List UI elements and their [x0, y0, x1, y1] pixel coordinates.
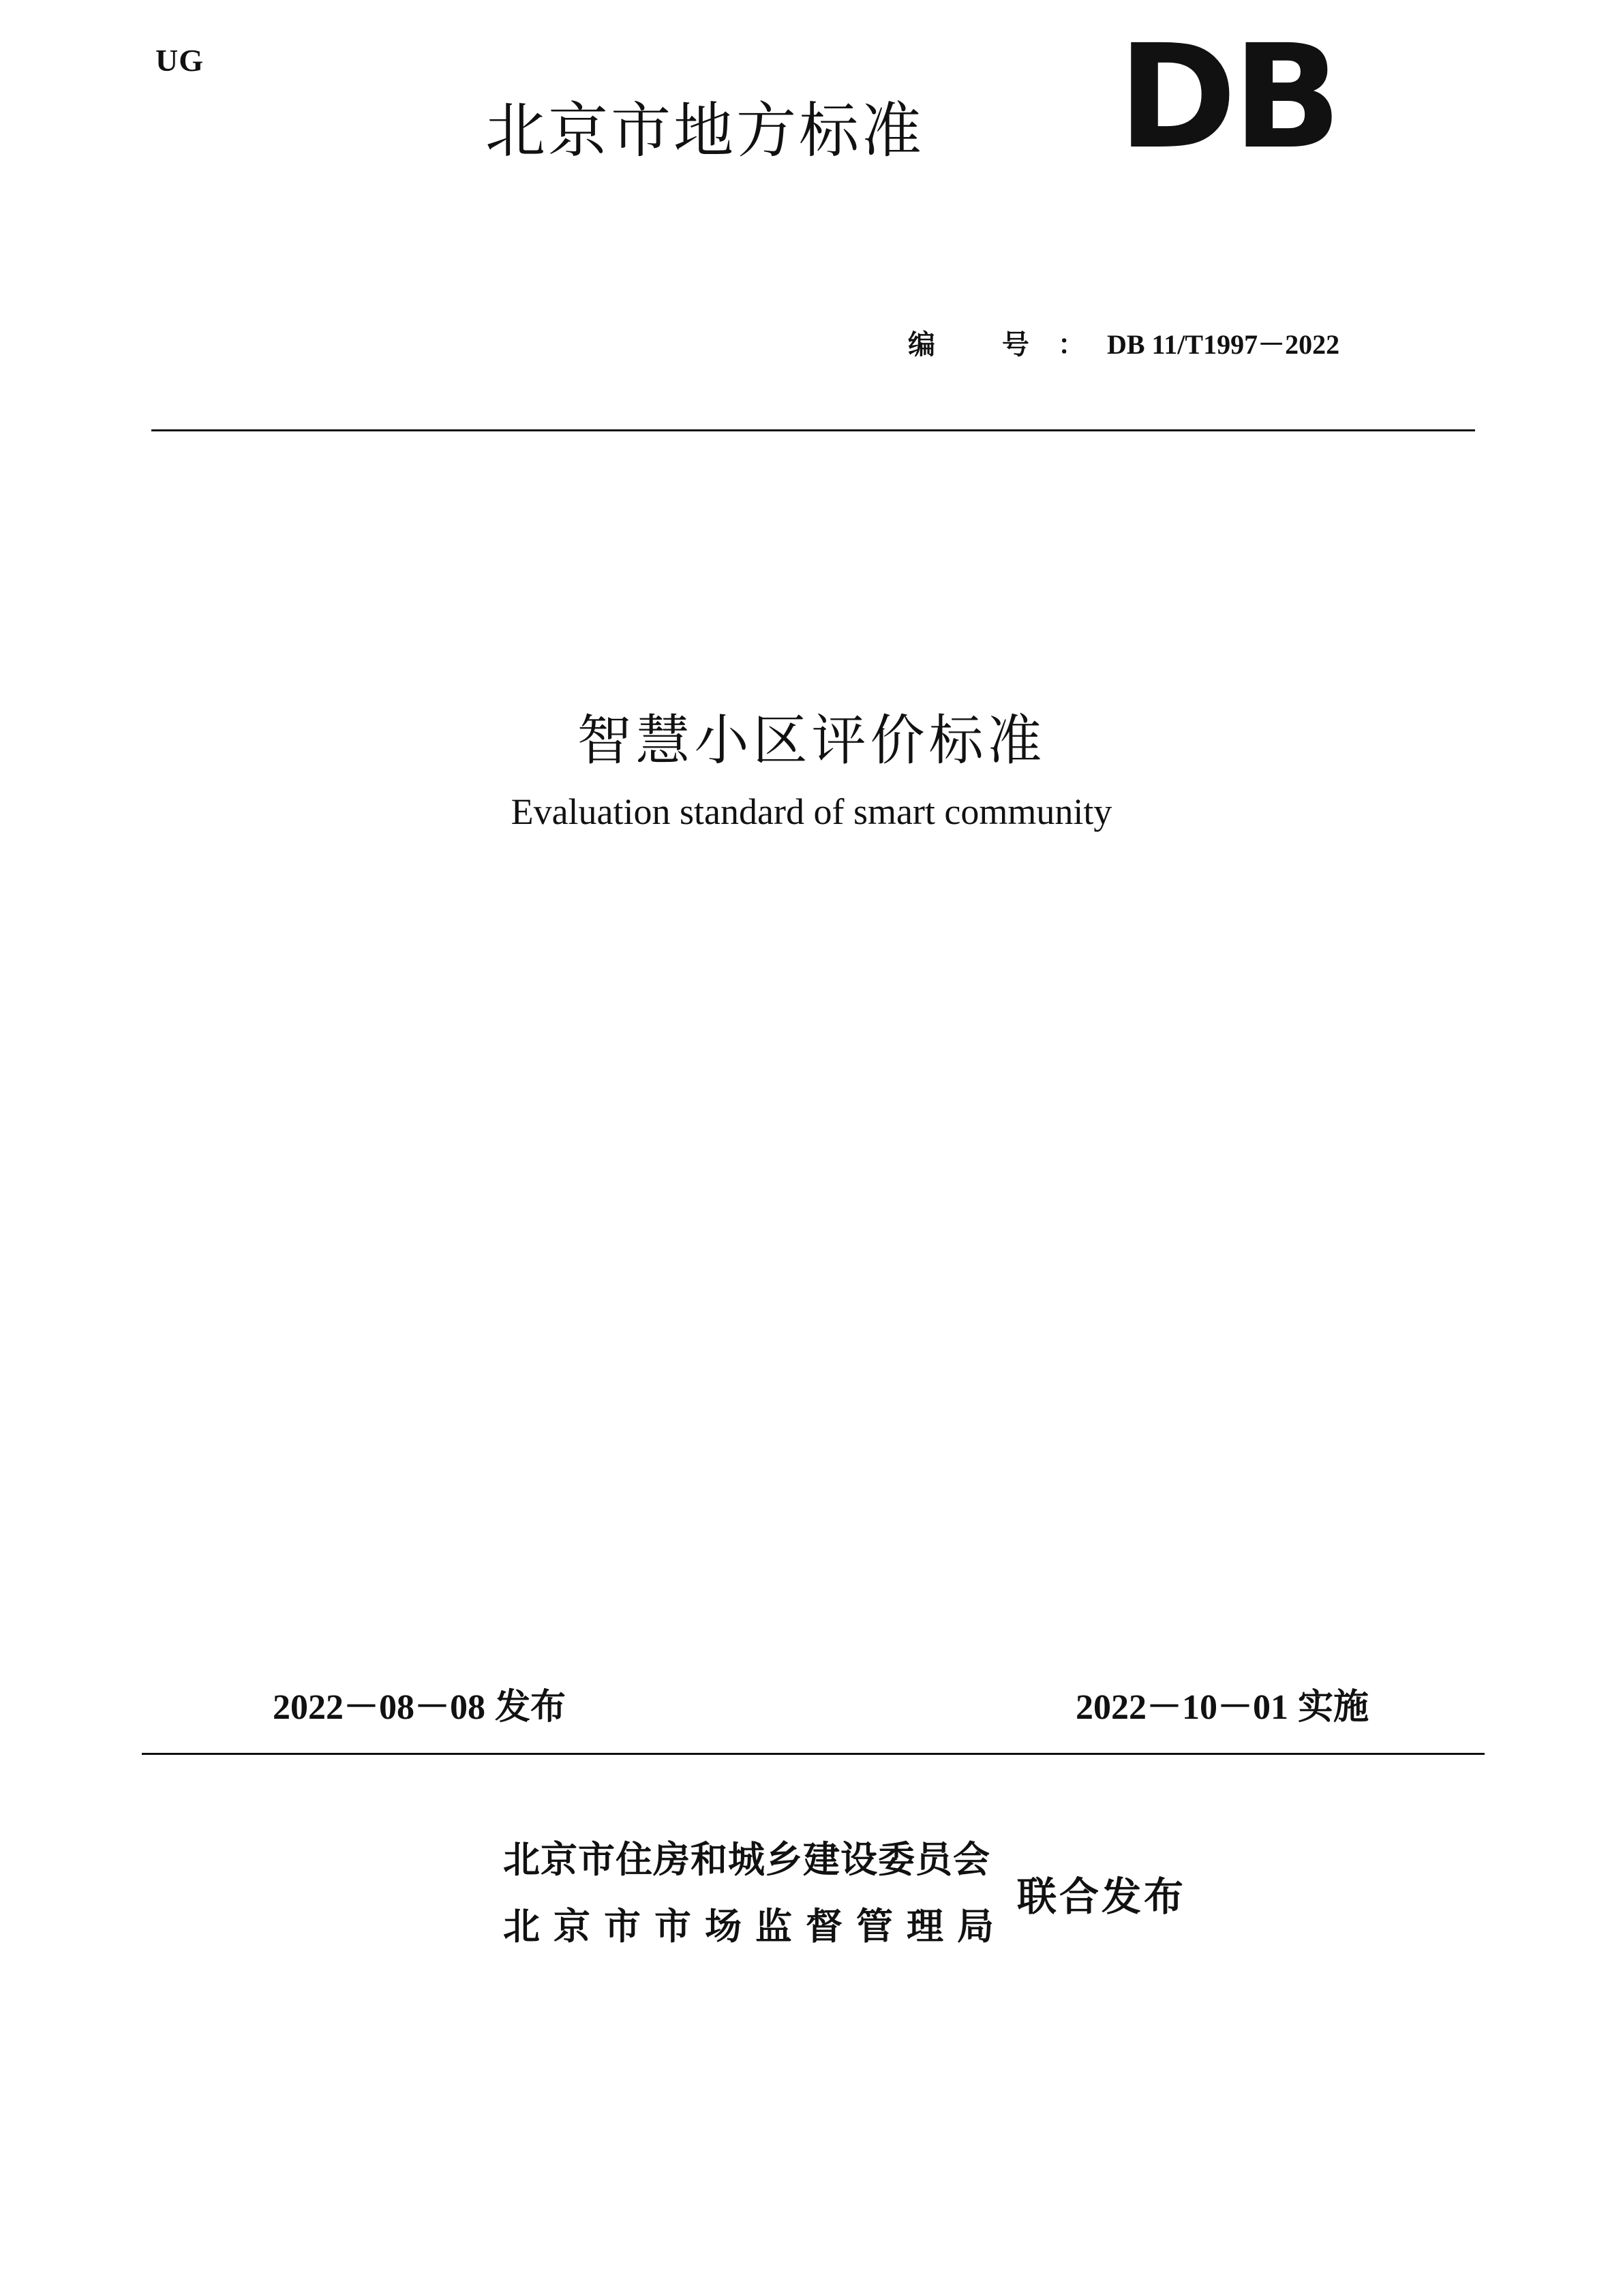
bottom-divider: [142, 1753, 1485, 1755]
standard-title-cn: 智慧小区评价标准: [577, 709, 1046, 772]
db-logo: DB: [1118, 40, 1338, 155]
standard-code-line: [908, 323, 1339, 362]
publish-date: [273, 1678, 566, 1729]
publish-word: 发布: [495, 1687, 566, 1728]
top-divider: [151, 429, 1475, 431]
publish-date-value: 2022－08－08: [273, 1688, 486, 1727]
header-title: 北京市地方标准: [485, 95, 925, 166]
standard-title-en: Evaluation standard of smart community: [511, 791, 1112, 832]
standard-code-label: 编 号：: [908, 329, 1114, 361]
effective-date-value: 2022－10－01: [1076, 1688, 1289, 1727]
category-code: UG: [155, 43, 204, 78]
joint-publish-label: 联合发布: [1017, 1873, 1187, 1920]
issuer-housing-commission: 北京市住房和城乡建设委员会: [503, 1838, 990, 1881]
standard-code-value: DB 11/T1997－2022: [1106, 329, 1340, 360]
issuer-market-regulation: 北京市市场监督管理局: [503, 1905, 1007, 1948]
effective-word: 实施: [1298, 1687, 1369, 1728]
effective-date: [1076, 1678, 1369, 1729]
